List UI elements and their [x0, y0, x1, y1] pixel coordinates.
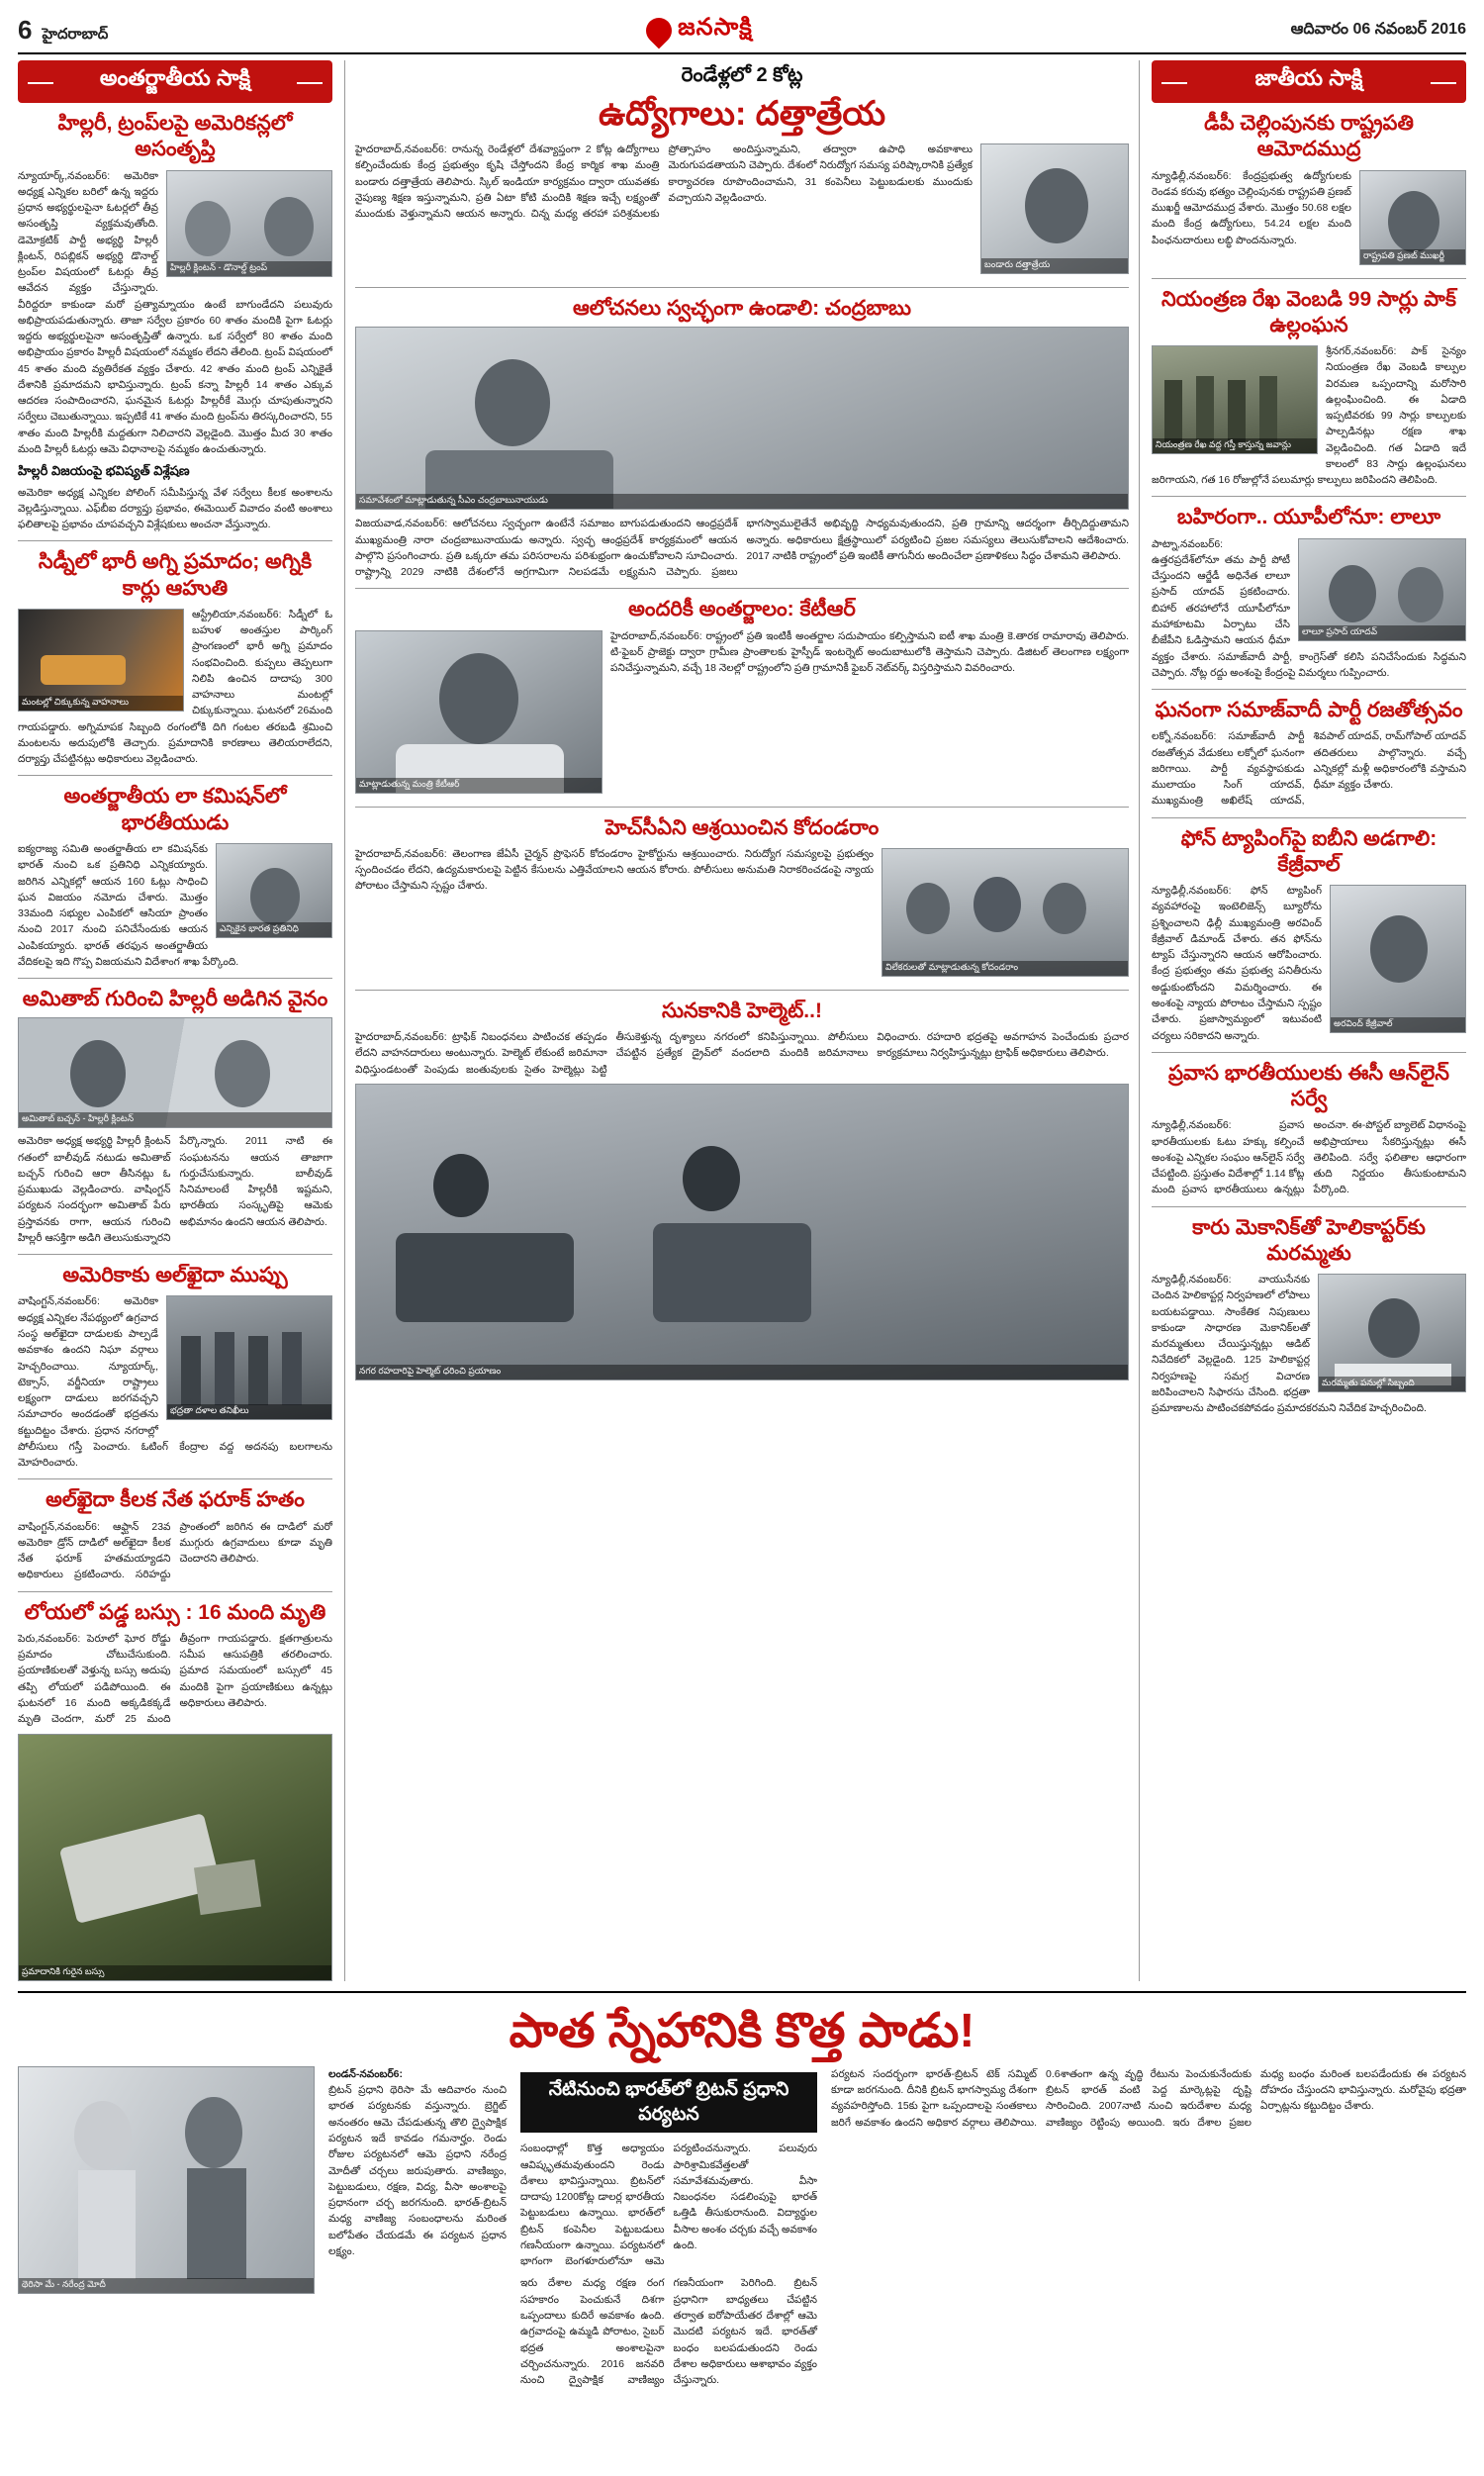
article-body: న్యూయార్క్,నవంబర్6: అమెరికా అధ్యక్ష ఎన్నికల బరిలో ఉన్న ఇద్దరు ప్రధాన అభ్యర్థులపైనా ఓటర్లలో తీవ్ర అసంతృప్తి వ్యక్తమవుతోంది. డెమోక్రటిక్ పార్టీ అభ్యర్థి హిల్లరీ క్లింటన్, రిపబ్లికన్ అభ్యర్థి డొనాల్డ్ ట్రంప్‌ల విషయంలో ఓటర్లు తీవ్ర ఆవేదన వ్యక్తం చేస్తున్నారు. వీరిద్దరూ కాకుండా మరో ప్రత్యామ్నాయం ఉంటే బాగుండేదని పలువురు అభిప్రాయపడుతున్నారు. తాజా సర్వేల ప్రకారం 60 శాతం మందికి పైగా ఓటర్లు ఇద్దరు అభ్యర్థులపైనా అసంతృప్తితో ఉన్నారు. ఒక సర్వేలో 80 శాతం మంది అభిప్రాయం ప్రకారం హిల్లరీ విషయంలో నమ్మకం లేదని తేలింది. ట్రంప్ విషయంలో 45 శాతం మంది వ్యతిరేకత వ్యక్తం చేశారు. 42 శాతం మంది ట్రంప్ ఎన్నికైతే దేశానికి ప్రమాదమని భావిస్తున్నారు. ట్రంప్ కన్నా హిల్లరీ 14 శాతం ఎక్కువ ఆదరణ సంపాదించారని, ఘనమైన ఓటర్లు హిల్లరీకే మొగ్గు చూపుతున్నారని సర్వేలు చెబుతున్నాయి. ఇప్పటికే 41 శాతం మంది ట్రంప్‌ను తిరస్కరించారని, 55 శాతం మంది హిల్లరీకి మద్దతుగా నిలిచారని వెల్లడైంది. మొత్తం మీద 30 శాతం మంది హిల్లరీ ఓటర్లు ఆమె విధానాలపై నమ్మకం ఉంచుతున్నారు. [18, 169, 332, 456]
feature-body-3: ఇరు దేశాల మధ్య రక్షణ రంగ సహకారం పెంచుకునే దిశగా ఒప్పందాలు కుదిరే అవకాశం ఉంది. ఉగ్రవాదంపై ఉమ్మడి పోరాటం, సైబర్ భద్రత అంశాలపైనా చర్చించనున్నారు. 2016 జనవరి నుంచి ద్వైపాక్షిక వాణిజ్యం గణనీయంగా పెరిగింది. బ్రిటన్ ప్రధానిగా బాధ్యతలు చేపట్టిన తర్వాత ఐరోపాయేతర దేశాల్లో ఆమె మొదటి పర్యటన ఇదే. భారత్‌తో బంధం బలపడుతుందని రెండు దేశాల అధికారులు ఆశాభావం వ్యక్తం చేస్తున్నారు. [520, 2277, 817, 2387]
article-headline: అమితాబ్ గురించి హిల్లరీ అడిగిన వైనం [22, 988, 328, 1011]
article-body: న్యూఢిల్లీ,నవంబర్6: ప్రవాస భారతీయులకు ఓటు హక్కు కల్పించే అంశంపై ఎన్నికల సంఘం ఆన్‌లైన్ సర్వే చేపట్టింది. ప్రస్తుతం విదేశాల్లో 1.14 కోట్ల మంది ప్రవాస భారతీయులు ఉన్నట్లు అంచనా. ఈ-పోస్టల్ బ్యాలెట్ విధానంపై అభిప్రాయాలు సేకరిస్తున్నట్లు ఈసీ తెలిపింది. సర్వే ఫలితాల ఆధారంగా తుది నిర్ణయం తీసుకుంటామని పేర్కొంది. [1152, 1119, 1466, 1196]
masthead-left [18, 15, 108, 47]
article-photo [1330, 885, 1466, 1033]
article-body: శ్రీనగర్,నవంబర్6: పాక్ సైన్యం నియంత్రణ రేఖ వెంబడి కాల్పుల విరమణ ఒప్పందాన్ని మరోసారి ఉల్లంఘించింది. ఈ ఏడాది ఇప్పటివరకు 99 సార్లు కాల్పులకు పాల్పడినట్లు రక్షణ శాఖ వెల్లడించింది. గత ఏడాది ఇదే కాలంలో 83 సార్లు ఉల్లంఘనలు జరిగాయని, గత 16 రోజుల్లోనే పలుమార్లు కాల్పులు జరిపిందని తెలిపింది. [1152, 345, 1466, 487]
article-headline: హెచ్‌సీఏని ఆశ్రయించిన కోదండరాం [604, 815, 880, 839]
feature-body-2: సంబంధాల్లో కొత్త అధ్యాయం ఆవిష్కృతమవుతుందని రెండు దేశాలు భావిస్తున్నాయి. బ్రిటన్‌లో దాదాపు 1200కోట్ల డాలర్ల భారతీయ పెట్టుబడులు ఉన్నాయి. భారత్‌లో బ్రిటన్ కంపెనీల పెట్టుబడులు గణనీయంగా ఉన్నాయి. పర్యటనలో భాగంగా బెంగళూరులోనూ ఆమె పర్యటించనున్నారు. పలువురు పారిశ్రామికవేత్తలతో సమావేశమవుతారు. వీసా నిబంధనల సడలింపుపై భారత్ ఒత్తిడి తీసుకురానుంది. విద్యార్థుల వీసాల అంశం చర్చకు వచ్చే అవకాశం ఉంది. [520, 2143, 817, 2268]
article-headline: హిల్లరీ, ట్రంప్‌లపై అమెరికన్లలో అసంతృప్తి [57, 112, 293, 161]
feature-photo [18, 2066, 315, 2294]
photo-caption: బండారు దత్తాత్రేయ [981, 258, 1128, 273]
article-helmet [355, 999, 1129, 1381]
photo-caption: అరవింద్ కేజ్రీవాల్ [1331, 1017, 1465, 1032]
article-photo [1152, 345, 1318, 454]
article-bus-lake [18, 1600, 332, 1981]
article-headline: ఘనంగా సమాజ్‌వాదీ పార్టీ రజతోత్సవం [1155, 699, 1463, 722]
article-kejriwal-tapping [1152, 826, 1466, 1044]
section-banner-national: జాతీయ సాక్షి [1152, 60, 1466, 103]
article-photo [166, 1295, 332, 1420]
article-headline: నియంత్రణ రేఖ వెంబడి 99 సార్లు పాక్ ఉల్లంఘన [1161, 287, 1456, 336]
article-body: విజయవాడ,నవంబర్6: ఆలోచనలు స్వచ్ఛంగా ఉంటేనే సమాజం బాగుపడుతుందని ఆంధ్రప్రదేశ్ ముఖ్యమంత్రి నారా చంద్రబాబునాయుడు అన్నారు. స్వచ్ఛ ఆంధ్రప్రదేశ్ కార్యక్రమంలో ఆయన పాల్గొని ప్రసంగించారు. ప్రతి ఒక్కరూ తమ పరిసరాలను పరిశుభ్రంగా ఉంచుకోవాలని సూచించారు. రాష్ట్రాన్ని 2029 నాటికి దేశంలోనే అగ్రగామిగా నిలపడమే లక్ష్యమని చెప్పారు. ప్రజలు భాగస్వాములైతేనే అభివృద్ధి సాధ్యమవుతుందని, ప్రతి గ్రామాన్ని ఆదర్శంగా తీర్చిదిద్దుతామని అన్నారు. అధికారులు క్షేత్రస్థాయిలో పర్యటించి ప్రజల సమస్యలు తెలుసుకోవాలని ఆదేశించారు. 2017 నాటికి రాష్ట్రంలో ప్రతి ఇంటికీ తాగునీరు అందించేలా ప్రణాళికలు సిద్ధం చేశామని తెలిపారు. [355, 518, 1129, 579]
article-headline: డీపీ చెల్లింపునకు రాష్ట్రపతి ఆమోదముద్ర [1204, 112, 1414, 161]
feature-body-1: బ్రిటన్ ప్రధాని థెరిసా మే ఆదివారం నుంచి భారత పర్యటనకు వస్తున్నారు. బ్రెగ్జిట్ అనంతరం ఆమె చేపడుతున్న తొలి ద్వైపాక్షిక పర్యటన ఇదే కావడం గమనార్హం. రెండు రోజుల పర్యటనలో ఆమె ప్రధాని నరేంద్ర మోదీతో చర్చలు జరుపుతారు. వాణిజ్యం, పెట్టుబడులు, రక్షణ, విద్య, వీసా అంశాలపై ప్రధానంగా చర్చ జరగనుంది. భారత్-బ్రిటన్ మధ్య వాణిజ్య సంబంధాలను మరింత బలోపేతం చేయడమే ఈ పర్యటన ప్రధాన లక్ష్యం. [328, 2084, 507, 2257]
photo-caption: నియంత్రణ రేఖ వద్ద గస్తీ కాస్తున్న జవాన్లు [1153, 438, 1317, 453]
photo-caption: మంటల్లో చిక్కుకున్న వాహనాలు [19, 696, 183, 711]
article-farooq-killed [18, 1487, 332, 1582]
article-headline: ఫోన్ ట్యాపింగ్‌పై ఐబీని అడగాలి: కేజ్రీవాల్ [1180, 826, 1438, 876]
article-chandrababu [355, 296, 1129, 580]
article-body: హైదరాబాద్,నవంబర్6: రాష్ట్రంలో ప్రతి ఇంటికీ అంతర్జాల సదుపాయం కల్పిస్తామని ఐటీ శాఖ మంత్రి కె.తారక రామారావు తెలిపారు. టి-ఫైబర్ ప్రాజెక్టు ద్వారా గ్రామీణ ప్రాంతాలకు హైస్పీడ్ ఇంటర్నెట్ అందుబాటులోకి తెస్తామని చెప్పారు. డిజిటల్ తెలంగాణ లక్ష్యంగా పనిచేస్తున్నామని, వచ్చే 18 నెలల్లో రాష్ట్రంలోని ప్రతి గ్రామానికీ ఫైబర్ నెట్‌వర్క్ విస్తరిస్తామని వివరించారు. [610, 629, 1129, 675]
photo-caption: భద్రతా దళాల తనిఖీలు [167, 1404, 331, 1419]
article-photo [18, 609, 184, 712]
middle-column [344, 60, 1140, 1981]
article-kicker: రెండేళ్లలో 2 కోట్ల [681, 64, 803, 86]
article-photo [355, 630, 603, 794]
photo-caption: ఎన్నికైన భారత ప్రతినిధి [217, 922, 331, 937]
article-headline: సిడ్నీలో భారీ అగ్ని ప్రమాదం; అగ్నికి కార్లు ఆహుతి [38, 550, 313, 600]
article-photo [18, 1734, 332, 1981]
article-headline: కారు మెకానిక్‌తో హెలికాప్టర్‌కు మరమ్మతు [1192, 1215, 1426, 1265]
article-body: ఆస్ట్రేలియా,నవంబర్6: సిడ్నీలో ఓ బహుళ అంతస్తుల పార్కింగ్ ప్రాంగణంలో భారీ అగ్ని ప్రమాదం సంభవించింది. కుప్పలు తెప్పలుగా నిలిపి ఉంచిన దాదాపు 300 వాహనాలు మంటల్లో చిక్కుకున్నాయి. ఘటనలో 26మంది గాయపడ్డారు. అగ్నిమాపక సిబ్బంది రంగంలోకి దిగి గంటల తరబడి శ్రమించి మంటలను అదుపులోకి తెచ్చారు. ప్రమాదానికి కారణాలు తెలియరాలేదని, దర్యాప్తు చేపట్టినట్లు అధికారులు వెల్లడించారు. [18, 608, 332, 766]
article-photo [980, 143, 1129, 274]
article-amitabh-hillary [18, 987, 332, 1246]
article-dp-president [1152, 111, 1466, 270]
section-banner-international: అంతర్జాతీయ సాక్షి [18, 60, 332, 103]
page-number: 6 [18, 14, 33, 45]
article-photo [18, 1017, 332, 1128]
article-loc-violations [1152, 287, 1466, 489]
logo-text: జనసాక్షి [678, 14, 753, 41]
city-label: హైదరాబాద్ [42, 25, 109, 43]
article-photo [216, 843, 332, 938]
article-body: వాషింగ్టన్,నవంబర్6: అమెరికా అధ్యక్ష ఎన్నికల నేపథ్యంలో ఉగ్రవాద సంస్థ అల్‌ఖైదా దాడులకు పాల్పడే అవకాశం ఉందని నిఘా వర్గాలు హెచ్చరించాయి. న్యూయార్క్, టెక్సాస్, వర్జీనియా రాష్ట్రాలు లక్ష్యంగా దాడులు జరగవచ్చని సమాచారం అందడంతో భద్రతను కట్టుదిట్టం చేశారు. ప్రధాన నగరాల్లో పోలీసులు గస్తీ పెంచారు. ఓటింగ్ కేంద్రాల వద్ద అదనపు బలగాలను మోహరించారు. [18, 1295, 332, 1470]
article-headline: అమెరికాకు అల్‌ఖైదా ముప్పు [62, 1264, 288, 1287]
article-photo [355, 1084, 1129, 1381]
photo-caption: విలేకరులతో మాట్లాడుతున్న కోదండరాం [882, 961, 1128, 976]
article-headline: అందరికీ అంతర్జాలం: కేటీఆర్ [628, 598, 856, 621]
article-nri-survey [1152, 1061, 1466, 1198]
photo-caption: రాష్ట్రపతి ప్రణబ్ ముఖర్జీ [1360, 249, 1465, 264]
article-photo [355, 327, 1129, 510]
article-headline: ఆలోచనలు స్వచ్ఛంగా ఉండాలి: చంద్రబాబు [573, 297, 911, 321]
article-photo [1318, 1274, 1466, 1392]
article-photo [881, 848, 1129, 977]
photo-caption: అమితాబ్ బచ్చన్ - హిల్లరీ క్లింటన్ [19, 1112, 331, 1127]
photo-caption: లాలూ ప్రసాద్ యాదవ్ [1299, 625, 1465, 640]
article-body: పెరు,నవంబర్6: పెరూలో ఘోర రోడ్డు ప్రమాదం చోటుచేసుకుంది. ప్రయాణికులతో వెళ్తున్న బస్సు అదుపు తప్పి లోయలో పడిపోయింది. ఈ ఘటనలో 16 మంది అక్కడికక్కడే మృతి చెందగా, మరో 25 మంది తీవ్రంగా గాయపడ్డారు. క్షతగాత్రులను సమీప ఆసుపత్రికి తరలించారు. ప్రమాద సమయంలో బస్సులో 45 మందికి పైగా ప్రయాణికులు ఉన్నట్లు అధికారులు తెలిపారు. [18, 1632, 332, 1726]
photo-caption: నగర రహదారిపై హెల్మెట్ ధరించి ప్రయాణం [356, 1365, 1128, 1380]
left-column [18, 60, 332, 1981]
article-headline: బహిరంగా.. యూపీలోనూ: లాలూ [1176, 506, 1441, 529]
article-sydney-fire [18, 549, 332, 767]
photo-caption: థెరిసా మే - నరేంద్ర మోదీ [19, 2278, 314, 2293]
feature-photo-block [18, 2066, 315, 2388]
issue-date: ఆదివారం 06 నవంబర్ 2016 [1290, 20, 1466, 38]
article-body: అమెరికా అధ్యక్ష అభ్యర్థి హిల్లరీ క్లింటన్ గతంలో బాలీవుడ్ నటుడు అమితాబ్ బచ్చన్ గురించి ఆరా తీసినట్లు ఓ ప్రముఖుడు వెల్లడించారు. వాషింగ్టన్ పర్యటన సందర్భంగా అమితాబ్ పేరు ప్రస్తావనకు రాగా, ఆయన గురించి హిల్లరీ ఆసక్తిగా అడిగి తెలుసుకున్నారని పేర్కొన్నారు. 2011 నాటి ఈ సంఘటనను ఆయన తాజాగా గుర్తుచేసుకున్నారు. బాలీవుడ్ సినిమాలంటే హిల్లరీకి ఇష్టమని, భారతీయ సంస్కృతిపై ఆమెకు అభిమానం ఉందని ఆయన తెలిపారు. [18, 1135, 332, 1244]
photo-caption: సమావేశంలో మాట్లాడుతున్న సీఎం చంద్రబాబునాయుడు [356, 494, 1128, 509]
feature-col-1 [328, 2066, 507, 2388]
article-body: ఐక్యరాజ్య సమితి అంతర్జాతీయ లా కమిషన్‌కు భారత్ నుంచి ఒక ప్రతినిధి ఎన్నికయ్యారు. జరిగిన ఎన్నికల్లో ఆయన 160 ఓట్లు సాధించి ఘన విజయం నమోదు చేశారు. మొత్తం 33మంది సభ్యుల ఎంపికలో ఆసియా ప్రాంతం నుంచి 2017 నుంచి పనిచేసేందుకు ఆయన ఎంపికయ్యారు. భారత్ తరఫున అంతర్జాతీయ వేదికలపై ఇది గొప్ప విజయమని విదేశాంగ శాఖ పేర్కొంది. [18, 842, 239, 968]
feature-dateline: లండన్-నవంబర్6: [328, 2067, 404, 2080]
article-kodandaram [355, 815, 1129, 982]
article-body: న్యూఢిల్లీ,నవంబర్6: కేంద్రప్రభుత్వ ఉద్యోగులకు రెండవ కరువు భత్యం చెల్లింపునకు రాష్ట్రపతి ప్రణబ్ ముఖర్జీ ఆమోదముద్ర వేశారు. మొత్తం 50.68 లక్షల మంది కేంద్ర ఉద్యోగులు, 54.24 లక్షల మంది పింఛనుదారులు లబ్ధి పొందనున్నారు. [1152, 169, 1351, 246]
article-photo [166, 170, 332, 277]
photo-caption: మరమ్మతు పనుల్లో సిబ్బంది [1319, 1377, 1465, 1391]
article-headline: సునకానికి హెల్మెట్..! [662, 999, 822, 1022]
article-body: హైదరాబాద్,నవంబర్6: రానున్న రెండేళ్లలో దేశవ్యాప్తంగా 2 కోట్ల ఉద్యోగాలు కల్పించేందుకు కేంద్ర ప్రభుత్వం కృషి చేస్తోందని కేంద్ర కార్మిక శాఖ మంత్రి బండారు దత్తాత్రేయ తెలిపారు. స్కిల్ ఇండియా కార్యక్రమం ద్వారా యువతకు నైపుణ్య శిక్షణ ఇస్తున్నామని, ప్రతి ఏటా కోటి మందికి శిక్షణ ఇచ్చే లక్ష్యంతో ముందుకు వెళ్తున్నామని ఆయన అన్నారు. చిన్న మధ్య తరహా పరిశ్రమలకు ప్రోత్సాహం అందిస్తున్నామని, తద్వారా ఉపాధి అవకాశాలు మెరుగుపడతాయని చెప్పారు. దేశంలో నిరుద్యోగ సమస్య పరిష్కారానికి ప్రత్యేక కార్యాచరణ రూపొందించామని, 31 కంపెనీలు పెట్టుబడులకు ముందుకు వచ్చాయని వెల్లడించారు. [355, 143, 973, 221]
article-sp-rajotsav [1152, 698, 1466, 809]
article-photo [1359, 170, 1466, 265]
article-headline: అంతర్జాతీయ లా కమిషన్‌లో భారతీయుడు [63, 785, 287, 834]
photo-caption: మాట్లాడుతున్న మంత్రి కేటీఆర్ [356, 778, 602, 793]
article-lalu [1152, 505, 1466, 681]
article-headline: ప్రవాస భారతీయులకు ఈసీ ఆన్‌లైన్ సర్వే [1167, 1061, 1450, 1111]
article-body: లక్నో,నవంబర్6: సమాజ్‌వాదీ పార్టీ రజతోత్సవ వేడుకలు లక్నోలో ఘనంగా జరిగాయి. పార్టీ వ్యవస్థాపకుడు ములాయం సింగ్ యాదవ్, ముఖ్యమంత్రి అఖిలేష్ యాదవ్, శివపాల్ యాదవ్, రామ్‌గోపాల్ యాదవ్ తదితరులు పాల్గొన్నారు. వచ్చే ఎన్నికల్లో మళ్లీ అధికారంలోకి వస్తామని ధీమా వ్యక్తం చేశారు. [1152, 730, 1466, 808]
article-ktr-internet [355, 597, 1129, 798]
right-column [1152, 60, 1466, 1981]
article-helicopter-mechanic [1152, 1215, 1466, 1417]
feature-body-4: పర్యటన సందర్భంగా భారత్-బ్రిటన్ టెక్ సమ్మిట్ కూడా జరగనుంది. దీనికి బ్రిటన్ భాగస్వామ్య దేశంగా వ్యవహరిస్తోంది. 15కు పైగా ఒప్పందాలపై సంతకాలు జరిగే అవకాశం ఉందని అధికార వర్గాలు తెలిపాయి. 0.6శాతంగా ఉన్న వృద్ధి రేటును పెంచుకునేందుకు బ్రిటన్ భారత్ వంటి పెద్ద మార్కెట్లపై దృష్టి సారించింది. 2007నాటి నుంచి ఇరుదేశాల మధ్య వాణిజ్యం రెట్టింపు అయింది. ఇరు దేశాల ప్రజల మధ్య బంధం మరింత బలపడేందుకు ఈ పర్యటన దోహదం చేస్తుందని భావిస్తున్నారు. మరోవైపు భద్రతా ఏర్పాట్లను కట్టుదిట్టం చేశారు. [831, 2067, 1466, 2129]
article-body: పాట్నా,నవంబర్6: ఉత్తరప్రదేశ్‌లోనూ తమ పార్టీ పోటీ చేస్తుందని ఆర్జేడీ అధినేత లాలూ ప్రసాద్ యాదవ్ ప్రకటించారు. బిహార్ తరహాలోనే యూపీలోనూ మహాకూటమి ఏర్పాటు చేసి బీజేపీని ఓడిస్తామని ఆయన ధీమా వ్యక్తం చేశారు. సమాజ్‌వాదీ పార్టీ, కాంగ్రెస్‌తో కలిసి పనిచేసేందుకు సిద్ధమని చెప్పారు. నోట్ల రద్దు అంశంపై కేంద్రంపై విమర్శలు గుప్పించారు. [1152, 537, 1466, 679]
masthead [18, 14, 1466, 54]
article-body-sub: అమెరికా అధ్యక్ష ఎన్నికల పోలింగ్ సమీపిస్తున్న వేళ సర్వేలు కీలక అంశాలను వెల్లడిస్తున్నాయి. ఎఫ్‌బీఐ దర్యాప్తు ప్రభావం, ఈమెయిల్ వివాదం వంటి అంశాలు ఫలితాలపై ప్రభావం చూపవచ్చని విశ్లేషకులు అంచనా వేస్తున్నారు. [18, 486, 332, 531]
article-body: వాషింగ్టన్,నవంబర్6: ఆఫ్ఘాన్ 23వ అమెరికా డ్రోన్ దాడిలో అల్‌ఖైదా కీలక నేత ఫరూక్ హతమయ్యాడని అధికారులు ప్రకటించారు. సరిహద్దు ప్రాంతంలో జరిగిన ఈ దాడిలో మరో ముగ్గురు ఉగ్రవాదులు కూడా మృతి చెందారని తెలిపారు. [18, 1520, 332, 1581]
subhead-victory: హిల్లరీ విజయంపై భవిష్యత్ విశ్లేషణ [18, 463, 190, 479]
article-headline: అల్‌ఖైదా కీలక నేత ఫరూక్ హతం [46, 1488, 305, 1512]
feature-article [18, 1991, 1466, 2389]
article-hillary-trump [18, 111, 332, 532]
logo-drop-icon [641, 12, 678, 48]
article-body: హైదరాబాద్,నవంబర్6: తెలంగాణ జేఏసీ చైర్మన్ ప్రొఫెసర్ కోదండరాం హైకోర్టును ఆశ్రయించారు. నిరుద్యోగ సమస్యలపై ప్రభుత్వం స్పందించడం లేదని, ఉద్యమకారులపై పెట్టిన కేసులను ఎత్తివేయాలని ఆయన కోరారు. పోలీసులు అనుమతి నిరాకరించడంపై న్యాయ పోరాటం చేస్తామని స్పష్టం చేశారు. [355, 847, 874, 893]
feature-headline: పాత స్నేహానికి కొత్త పాడు! [509, 2004, 975, 2057]
feature-col-2 [520, 2066, 817, 2388]
article-jobs-dattatreya [355, 64, 1129, 279]
feature-col-3 [831, 2066, 1466, 2388]
newspaper-logo [646, 14, 753, 47]
article-law-commission [18, 784, 332, 970]
feature-black-banner: నేటినుంచి భారత్‌లో బ్రిటన్ ప్రధాని పర్యటన [520, 2072, 817, 2133]
article-headline: లోయలో పడ్డ బస్సు : 16 మంది మృతి [24, 1600, 326, 1624]
article-alqaeda-threat [18, 1263, 332, 1471]
article-photo [1298, 538, 1466, 641]
article-body: న్యూఢిల్లీ,నవంబర్6: వాయుసేనకు చెందిన హెలికాప్టర్ల నిర్వహణలో లోపాలు బయటపడ్డాయి. సాంకేతిక నిపుణులు కాకుండా సాధారణ మెకానిక్‌లతో మరమ్మతులు చేయిస్తున్నట్లు ఆడిట్ నివేదికలో వెల్లడైంది. 125 హెలికాప్టర్ల నిర్వహణపై సమగ్ర విచారణ జరిపించాలని సిఫారసు చేసింది. భద్రతా ప్రమాణాలను పాటించకపోవడం ప్రమాదకరమని నివేదిక హెచ్చరించింది. [1152, 1274, 1427, 1415]
article-headline: ఉద్యోగాలు: దత్తాత్రేయ [598, 95, 886, 133]
photo-caption: హిల్లరీ క్లింటన్ - డొనాల్డ్ ట్రంప్ [167, 261, 331, 276]
photo-caption: ప్రమాదానికి గురైన బస్సు [19, 1965, 331, 1980]
content-columns [18, 60, 1466, 1981]
article-body: హైదరాబాద్,నవంబర్6: ట్రాఫిక్ నిబంధనలు పాటించక తప్పడం లేదని వాహనదారులు అంటున్నారు. హెల్మెట్ లేకుంటే జరిమానా విధిస్తుండటంతో పెంపుడు జంతువులకు సైతం హెల్మెట్లు పెట్టి తీసుకెళ్తున్న దృశ్యాలు నగరంలో కనిపిస్తున్నాయి. పోలీసులు చేపట్టిన ప్రత్యేక డ్రైవ్‌లో వందలాది మందికి జరిమానాలు విధించారు. రహదారి భద్రతపై అవగాహన పెంచేందుకు ప్రచార కార్యక్రమాలు నిర్వహిస్తున్నట్లు ట్రాఫిక్ అధికారులు తెలిపారు. [355, 1031, 1129, 1076]
article-body: న్యూఢిల్లీ,నవంబర్6: ఫోన్ ట్యాపింగ్ వ్యవహారంపై ఇంటెలిజెన్స్ బ్యూరోను ప్రశ్నించాలని ఢిల్లీ ముఖ్యమంత్రి అరవింద్ కేజ్రీవాల్ డిమాండ్ చేశారు. తన ఫోన్‌ను ట్యాప్ చేస్తున్నారని ఆయన ఆరోపించారు. కేంద్ర ప్రభుత్వం తమ ప్రభుత్వ పనితీరును అడ్డుకుంటోందని విమర్శించారు. ఈ అంశంపై న్యాయ పోరాటం చేస్తామని స్పష్టం చేశారు. ప్రజాస్వామ్యంలో ఇటువంటి చర్యలు సరికాదని అన్నారు. [1152, 885, 1322, 1042]
